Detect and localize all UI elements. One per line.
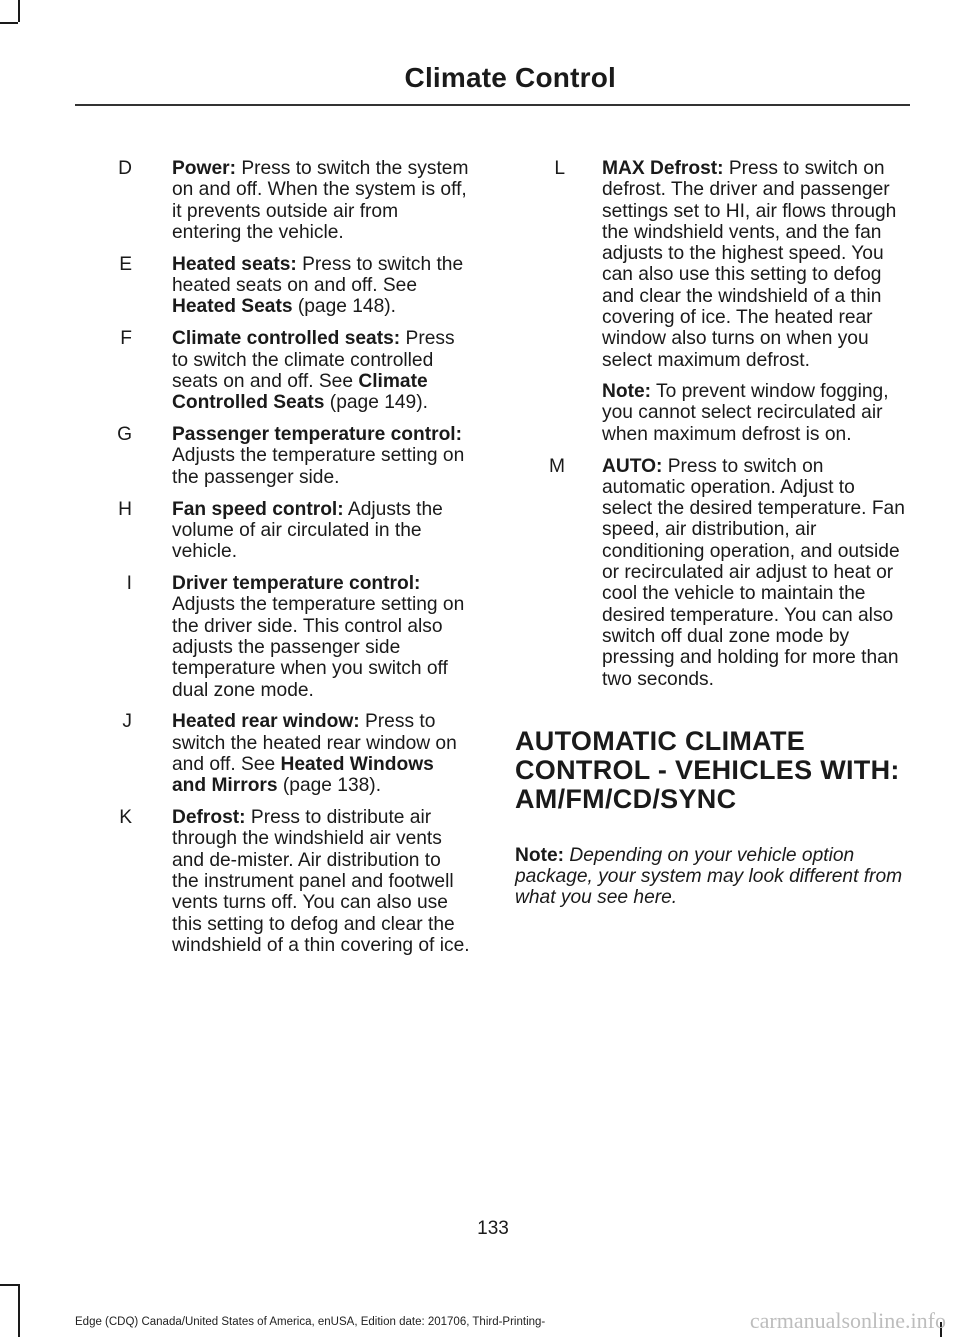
note-text: Depending on your vehicle option package, your system may look different from what you see here. [515,844,903,909]
item-text: Press to distribute air through the windshield air vents and de-mister. Air distribution to the instrument panel and footwell vents turns off. You can also use this setting to defog and clear the windshield of a thin covering of ice. [172,807,470,956]
item-letter: K [119,807,132,829]
item-text: Press to switch the climate controlled seats on and off. See [172,328,455,392]
note-label: Note: [515,844,565,866]
section-heading-line: AM/FM/CD/SYNC [515,783,737,814]
list-item [75,711,470,796]
cross-reference-link[interactable]: Heated Seats [172,296,293,318]
list-item [75,328,470,413]
item-term: Heated rear window: [172,711,360,733]
crop-mark [18,0,20,22]
left-column [75,158,470,967]
note-label: Note: [602,381,652,403]
list-item [75,254,470,318]
list-item [75,158,470,243]
item-text: Press to switch on defrost. The driver and passenger settings set to HI, air flows through the windshield vents, and the fan adjusts to the highest speed. You can also use this setting to defog and clear the windshield of a thin covering of ice. The heated rear window also turns on when you select maximum defrost. [602,158,897,371]
item-term: Passenger temperature control: [172,424,463,446]
list-item [75,424,470,488]
crop-mark [0,22,18,24]
crop-mark [18,1284,20,1337]
section-heading-line: AUTOMATIC CLIMATE [515,725,806,756]
item-note [515,381,905,445]
item-term: Driver temperature control: [172,573,421,595]
item-term: Defrost: [172,807,246,829]
item-letter: E [119,253,132,275]
right-column [515,158,905,909]
item-text: Press to switch the heated rear window on and off. See [172,711,457,775]
item-term: Power: [172,158,236,179]
item-letter: J [122,711,132,733]
item-text: Press to switch on automatic operation. Adjust to select the desired temperature. Fan speed, air distribution, air conditioning operation, and outside or recirculated air adjust to heat or cool the vehicle to maintain the desired temperature. You can also switch off dual zone mode by pressing and holding for more than two seconds. [602,455,905,690]
list-item [75,573,470,701]
item-text: Adjusts the volume of air circulated in the vehicle. [172,498,443,563]
item-term: Fan speed control: [172,498,344,520]
item-letter: L [554,158,565,179]
item-term: AUTO: [602,455,663,477]
item-letter: M [549,455,565,477]
section-heading [515,727,905,814]
page-reference: (page 149). [324,392,428,414]
item-term: Heated seats: [172,253,297,275]
item-letter: F [120,328,132,350]
item-letter: H [118,498,132,520]
item-text: Adjusts the temperature setting on the passenger side. [172,445,465,488]
item-letter: I [126,573,132,595]
cross-reference-link[interactable]: Climate Controlled Seats [172,370,428,414]
watermark: carmanualsonline.info [749,1308,946,1333]
item-text: Press to switch the heated seats on and off. See [172,253,464,297]
item-text: Press to switch the system on and off. When the system is off, it prevents outside air from entering the vehicle. [172,158,469,243]
section-heading-line: CONTROL - VEHICLES WITH: [515,754,900,785]
item-letter: G [117,424,132,446]
crop-mark [0,1284,18,1286]
cross-reference-link[interactable]: Heated Windows and Mirrors [172,753,434,797]
section-note [515,845,905,909]
footer-edition: Edge (CDQ) Canada/United States of America, enUSA, Edition date: 201706, Third-Printing- [75,1316,546,1328]
page-reference: (page 148). [292,296,396,318]
page-reference: (page 138). [277,775,382,797]
list-item [515,158,905,371]
note-text: To prevent window fogging, you cannot select recirculated air when maximum defrost is on. [602,381,889,445]
item-term: MAX Defrost: [602,158,724,179]
header-divider [75,104,910,106]
item-term: Climate controlled seats: [172,328,401,350]
item-text: Adjusts the temperature setting on the driver side. This control also adjusts the passenger side temperature when you switch off dual zone mode. [172,594,465,701]
page-number: 133 [477,1218,509,1239]
item-letter: D [118,158,132,179]
list-item [75,807,470,956]
page-title: Climate Control [404,62,616,93]
list-item [515,456,905,690]
list-item [75,499,470,563]
